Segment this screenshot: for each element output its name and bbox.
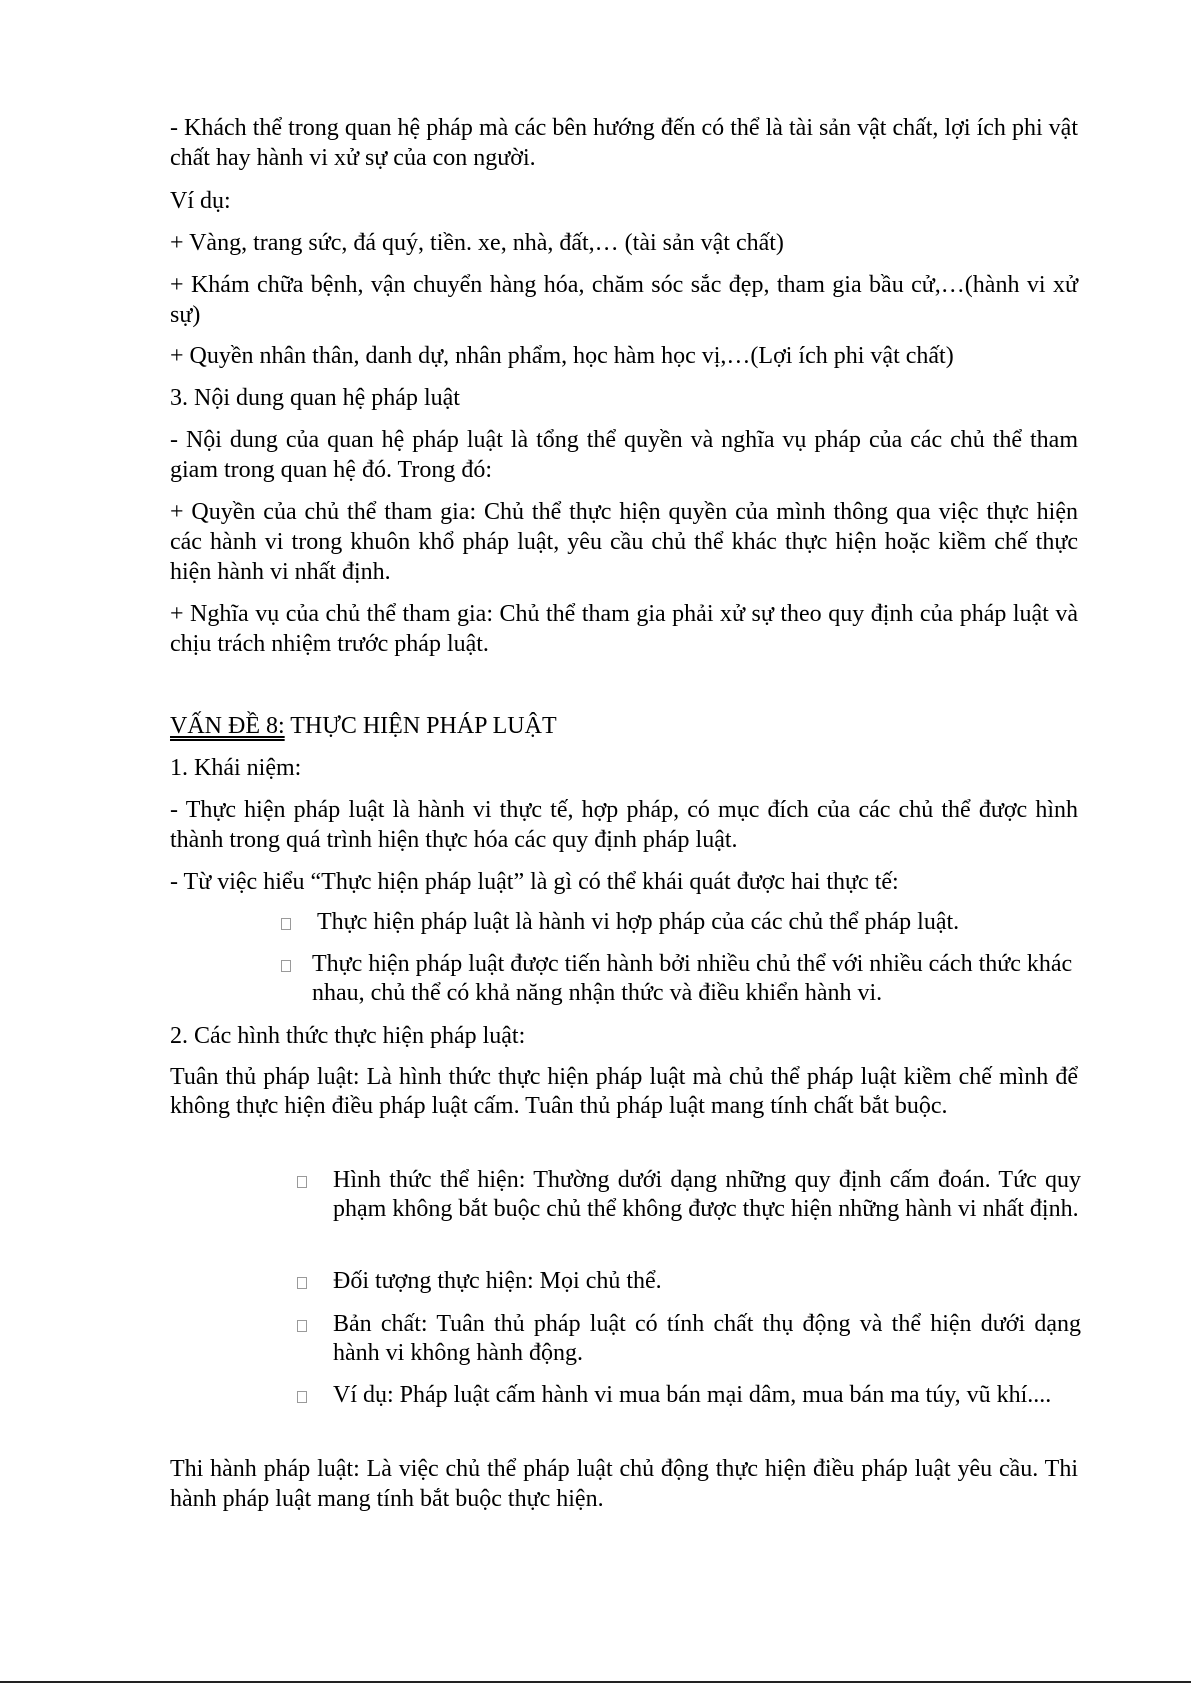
paragraph-compliance: Tuân thủ pháp luật: Là hình thức thực hiện pháp luật mà chủ thể pháp luật kiềm chế mình để không thực hiện điều pháp luật cấm. Tuân thủ pháp luật mang tính chất bắt buộc.	[170, 1064, 1078, 1119]
concept-title: 1. Khái niệm:	[170, 755, 302, 781]
paragraph-concept-definition: - Thực hiện pháp luật là hành vi thực tế, hợp pháp, có mục đích của các chủ thể được hình thành trong quá trình hiện thực hóa các quy định pháp luật.	[170, 797, 1078, 853]
paragraph-content-definition: - Nội dung của quan hệ pháp luật là tổng thể quyền và nghĩa vụ pháp của các chủ thể tham giam trong quan hệ đó. Trong đó:	[170, 427, 1078, 483]
paragraph-enforcement: Thi hành pháp luật: Là việc chủ thể pháp luật chủ động thực hiện điều pháp luật yêu cầu. Thi hành pháp luật mang tính bắt buộc thực hiện.	[170, 1456, 1078, 1512]
paragraph-example-material: + Vàng, trang sức, đá quý, tiền. xe, nhà, đất,… (tài sản vật chất)	[170, 230, 784, 256]
section-8-heading-title: THỰC HIỆN PHÁP LUẬT	[284, 713, 557, 739]
section-8-heading-label: VẤN ĐỀ 8:	[170, 713, 285, 739]
forms-title: 2. Các hình thức thực hiện pháp luật:	[170, 1023, 526, 1049]
compliance-bullet-4: Ví dụ: Pháp luật cấm hành vi mua bán mại dâm, mua bán ma túy, vũ khí....	[333, 1381, 1081, 1410]
compliance-bullet-1: Hình thức thể hiện: Thường dưới dạng những quy định cấm đoán. Tức quy phạm không bắt buộc chủ thể không được thực hiện những hành vi nhất định.	[333, 1166, 1081, 1224]
section-8-heading	[170, 711, 1078, 741]
paragraph-example-label: Ví dụ:	[170, 188, 231, 214]
concept-bullet-1: Thực hiện pháp luật là hành vi hợp pháp của các chủ thể pháp luật.	[317, 908, 1037, 937]
paragraph-example-behavior: + Khám chữa bệnh, vận chuyển hàng hóa, chăm sóc sắc đẹp, tham gia bầu cử,…(hành vi xử sự)	[170, 272, 1078, 328]
compliance-bullet-3: Bản chất: Tuân thủ pháp luật có tính chất thụ động và thể hiện dưới dạng hành vi không hành động.	[333, 1310, 1081, 1368]
paragraph-rights: + Quyền của chủ thể tham gia: Chủ thể thực hiện quyền của mình thông qua việc thực hiện các hành vi trong khuôn khổ pháp luật, yêu cầu chủ thể khác thực hiện hoặc kiềm chế thực hiện hành vi nhất định.	[170, 499, 1078, 585]
paragraph-object-definition: - Khách thể trong quan hệ pháp mà các bên hướng đến có thể là tài sản vật chất, lợi ích phi vật chất hay hành vi xử sự của con người.	[170, 115, 1078, 171]
paragraph-concept-overview: - Từ việc hiểu “Thực hiện pháp luật” là gì có thể khái quát được hai thực tế:	[170, 869, 899, 895]
bullet-marker-icon	[297, 1176, 307, 1188]
bullet-marker-icon	[297, 1320, 307, 1332]
footer-divider	[0, 1681, 1191, 1683]
paragraph-obligations: + Nghĩa vụ của chủ thể tham gia: Chủ thể tham gia phải xử sự theo quy định của pháp luật và chịu trách nhiệm trước pháp luật.	[170, 601, 1078, 657]
paragraph-example-nonmaterial: + Quyền nhân thân, danh dự, nhân phẩm, học hàm học vị,…(Lợi ích phi vật chất)	[170, 343, 954, 369]
bullet-marker-icon	[297, 1277, 307, 1289]
section-3-title: 3. Nội dung quan hệ pháp luật	[170, 385, 460, 411]
compliance-bullet-2: Đối tượng thực hiện: Mọi chủ thể.	[333, 1267, 1081, 1296]
bullet-marker-icon	[297, 1391, 307, 1403]
concept-bullet-2: Thực hiện pháp luật được tiến hành bởi nhiều chủ thể với nhiều cách thức khác nhau, chủ thể có khả năng nhận thức và điều khiển hành vi.	[312, 950, 1082, 1008]
bullet-marker-icon	[281, 918, 291, 930]
bullet-marker-icon	[281, 960, 291, 972]
